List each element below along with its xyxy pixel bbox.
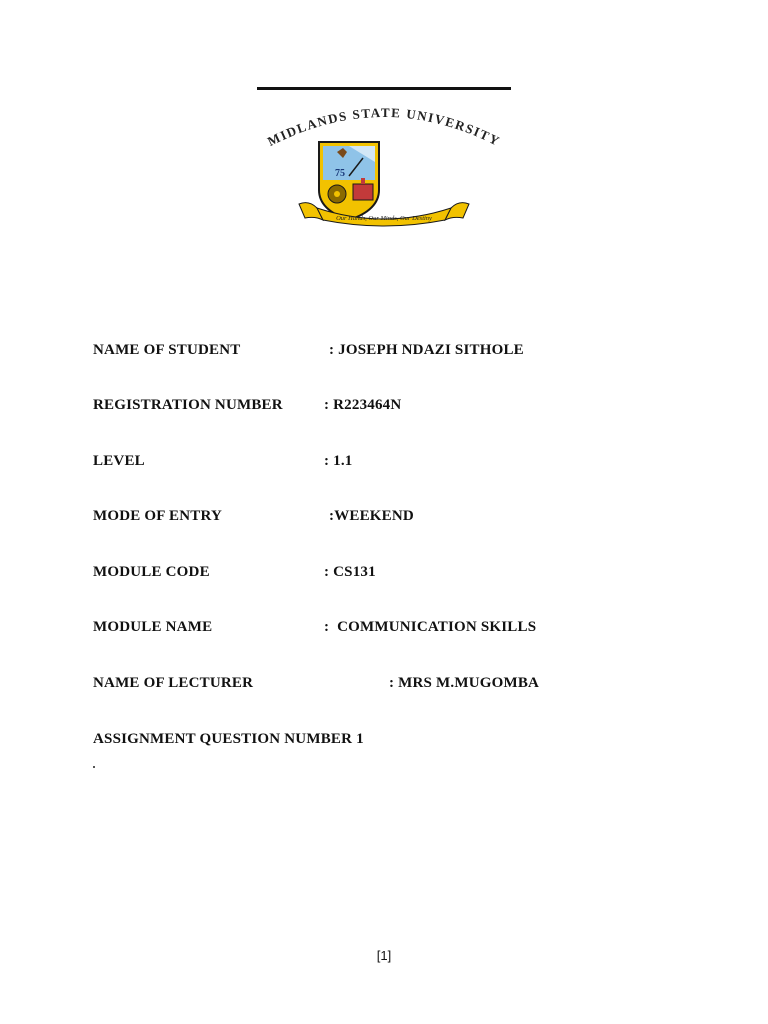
university-crest-logo: [257, 92, 511, 232]
assignment-heading: ASSIGNMENT QUESTION NUMBER 1: [93, 731, 364, 747]
stray-dot: [93, 766, 95, 768]
field-module-code: [93, 564, 376, 615]
field-value: :WEEKEND: [329, 508, 414, 524]
field-label: MODULE NAME: [93, 619, 213, 635]
field-value: : MRS M.MUGOMBA: [389, 675, 540, 691]
university-name: MIDLANDS STATE UNIVERSITY: [265, 104, 504, 149]
field-value: : 1.1: [324, 453, 353, 469]
gear-center: [334, 191, 340, 197]
field-level: [93, 453, 353, 504]
page-number: [1]: [376, 948, 392, 963]
field-label: MODULE CODE: [93, 564, 210, 580]
field-label: MODE OF ENTRY: [93, 508, 223, 524]
field-registration-number: [93, 397, 402, 448]
field-mode-of-entry: [93, 508, 414, 559]
field-name-of-student: [93, 342, 524, 393]
field-label: NAME OF LECTURER: [93, 675, 254, 691]
field-value: : R223464N: [324, 397, 402, 413]
building-icon: [353, 184, 373, 200]
crest-number-icon: 75: [335, 168, 345, 179]
header-rule: [257, 87, 511, 90]
field-value: : JOSEPH NDAZI SITHOLE: [329, 342, 524, 358]
field-label: NAME OF STUDENT: [93, 342, 241, 358]
field-label: REGISTRATION NUMBER: [93, 397, 283, 413]
field-value: : COMMUNICATION SKILLS: [324, 619, 537, 635]
field-value: : CS131: [324, 564, 376, 580]
field-label: LEVEL: [93, 453, 145, 469]
field-name-of-lecturer: [93, 675, 540, 726]
building-tower: [361, 178, 365, 184]
university-name-arc: [265, 105, 503, 149]
field-module-name: [93, 619, 537, 670]
motto: Our Hands, Our Minds, Our Destiny: [336, 215, 432, 222]
